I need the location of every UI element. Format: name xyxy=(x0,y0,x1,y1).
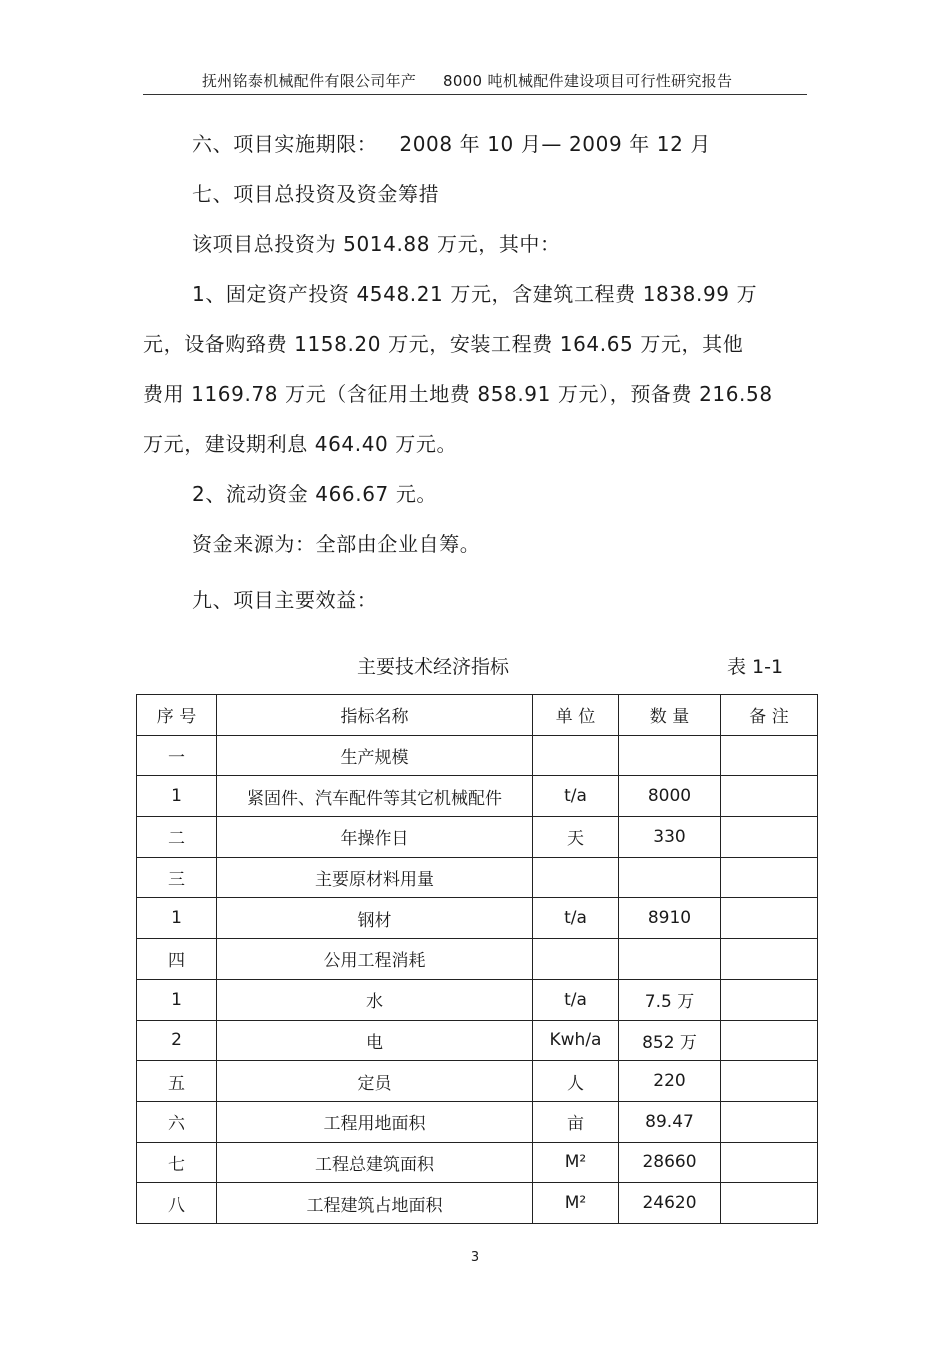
table-row xyxy=(137,776,818,817)
cell-seq: 2 xyxy=(137,1020,217,1061)
table-row xyxy=(137,979,818,1020)
cell-quantity: 89.47 xyxy=(619,1101,721,1142)
cell-quantity: 220 xyxy=(619,1061,721,1102)
cell-seq: 五 xyxy=(137,1061,217,1102)
cell-seq: 一 xyxy=(137,735,217,776)
implementation-period-value: 2008 年 10 月— 2009 年 12 月 xyxy=(399,132,712,156)
page-header xyxy=(143,64,807,95)
table-row xyxy=(137,898,818,939)
section-benefits-heading: 九、项目主要效益： xyxy=(192,588,378,612)
table-row xyxy=(137,1061,818,1102)
cell-name: 紧固件、汽车配件等其它机械配件 xyxy=(217,776,533,817)
cell-unit: 人 xyxy=(533,1061,619,1102)
cell-seq: 六 xyxy=(137,1101,217,1142)
table-row xyxy=(137,817,818,858)
cell-unit xyxy=(533,857,619,898)
cell-quantity: 8000 xyxy=(619,776,721,817)
implementation-period xyxy=(192,128,711,157)
working-capital-text: 2、流动资金 466.67 元。 xyxy=(192,482,438,506)
cell-unit: t/a xyxy=(533,776,619,817)
cell-name: 生产规模 xyxy=(217,735,533,776)
cell-note xyxy=(721,1183,818,1224)
cell-seq: 七 xyxy=(137,1142,217,1183)
cell-quantity: 7.5 万 xyxy=(619,979,721,1020)
cell-name: 定员 xyxy=(217,1061,533,1102)
cell-seq: 四 xyxy=(137,939,217,980)
cell-note xyxy=(721,857,818,898)
header-company: 抚州铭泰机械配件有限公司年产 xyxy=(202,72,417,90)
cell-note xyxy=(721,817,818,858)
cell-unit: t/a xyxy=(533,979,619,1020)
table-row xyxy=(137,939,818,980)
cell-name: 工程建筑占地面积 xyxy=(217,1183,533,1224)
cell-quantity xyxy=(619,857,721,898)
table-row xyxy=(137,1142,818,1183)
cell-note xyxy=(721,979,818,1020)
cell-quantity xyxy=(619,939,721,980)
cell-name: 电 xyxy=(217,1020,533,1061)
cell-name: 年操作日 xyxy=(217,817,533,858)
cell-unit: t/a xyxy=(533,898,619,939)
cell-unit: 天 xyxy=(533,817,619,858)
cell-note xyxy=(721,939,818,980)
cell-seq: 三 xyxy=(137,857,217,898)
table-row xyxy=(137,1020,818,1061)
cell-note xyxy=(721,1142,818,1183)
cell-seq: 1 xyxy=(137,776,217,817)
fixed-assets-text-cont2: 费用 1169.78 万元（含征用土地费 858.91 万元），预备费 216.58 xyxy=(143,382,773,406)
cell-quantity: 28660 xyxy=(619,1142,721,1183)
header-quantity: 数 量 xyxy=(619,695,721,736)
cell-quantity: 330 xyxy=(619,817,721,858)
total-investment-text: 该项目总投资为 5014.88 万元，其中： xyxy=(192,232,561,256)
cell-unit: 亩 xyxy=(533,1101,619,1142)
cell-note xyxy=(721,898,818,939)
header-unit: 单 位 xyxy=(533,695,619,736)
cell-quantity: 24620 xyxy=(619,1183,721,1224)
table-row xyxy=(137,1101,818,1142)
cell-note xyxy=(721,1020,818,1061)
cell-note xyxy=(721,1101,818,1142)
cell-note xyxy=(721,735,818,776)
fixed-assets-text-cont1: 元，设备购臵费 1158.20 万元，安装工程费 164.65 万元，其他 xyxy=(143,332,744,356)
cell-seq: 二 xyxy=(137,817,217,858)
cell-quantity: 8910 xyxy=(619,898,721,939)
table-row xyxy=(137,857,818,898)
cell-note xyxy=(721,776,818,817)
cell-unit xyxy=(533,939,619,980)
fixed-assets-text: 1、固定资产投资 4548.21 万元，含建筑工程费 1838.99 万 xyxy=(192,282,758,306)
fixed-assets-text-cont3: 万元，建设期利息 464.40 万元。 xyxy=(143,432,458,456)
cell-seq: 1 xyxy=(137,979,217,1020)
header-note: 备 注 xyxy=(721,695,818,736)
cell-name: 主要原材料用量 xyxy=(217,857,533,898)
cell-seq: 八 xyxy=(137,1183,217,1224)
table-row xyxy=(137,1183,818,1224)
cell-seq: 1 xyxy=(137,898,217,939)
cell-name: 公用工程消耗 xyxy=(217,939,533,980)
table-header-row xyxy=(137,695,818,736)
cell-name: 工程用地面积 xyxy=(217,1101,533,1142)
cell-unit xyxy=(533,735,619,776)
header-report-title: 8000 吨机械配件建设项目可行性研究报告 xyxy=(443,72,733,90)
cell-quantity: 852 万 xyxy=(619,1020,721,1061)
cell-unit: Kwh/a xyxy=(533,1020,619,1061)
cell-unit: M² xyxy=(533,1142,619,1183)
header-seq: 序 号 xyxy=(137,695,217,736)
cell-quantity xyxy=(619,735,721,776)
table-number: 表 1-1 xyxy=(727,656,784,678)
indicators-table xyxy=(136,694,818,1224)
table-caption: 主要技术经济指标 xyxy=(357,656,510,678)
table-row xyxy=(137,735,818,776)
cell-name: 工程总建筑面积 xyxy=(217,1142,533,1183)
header-name: 指标名称 xyxy=(217,695,533,736)
cell-name: 钢材 xyxy=(217,898,533,939)
cell-note xyxy=(721,1061,818,1102)
implementation-period-label: 六、项目实施期限： xyxy=(192,132,378,156)
cell-unit: M² xyxy=(533,1183,619,1224)
funding-source-text: 资金来源为：全部由企业自筹。 xyxy=(192,532,481,556)
section-investment-heading: 七、项目总投资及资金筹措 xyxy=(192,182,440,206)
cell-name: 水 xyxy=(217,979,533,1020)
page-number: 3 xyxy=(470,1250,480,1265)
